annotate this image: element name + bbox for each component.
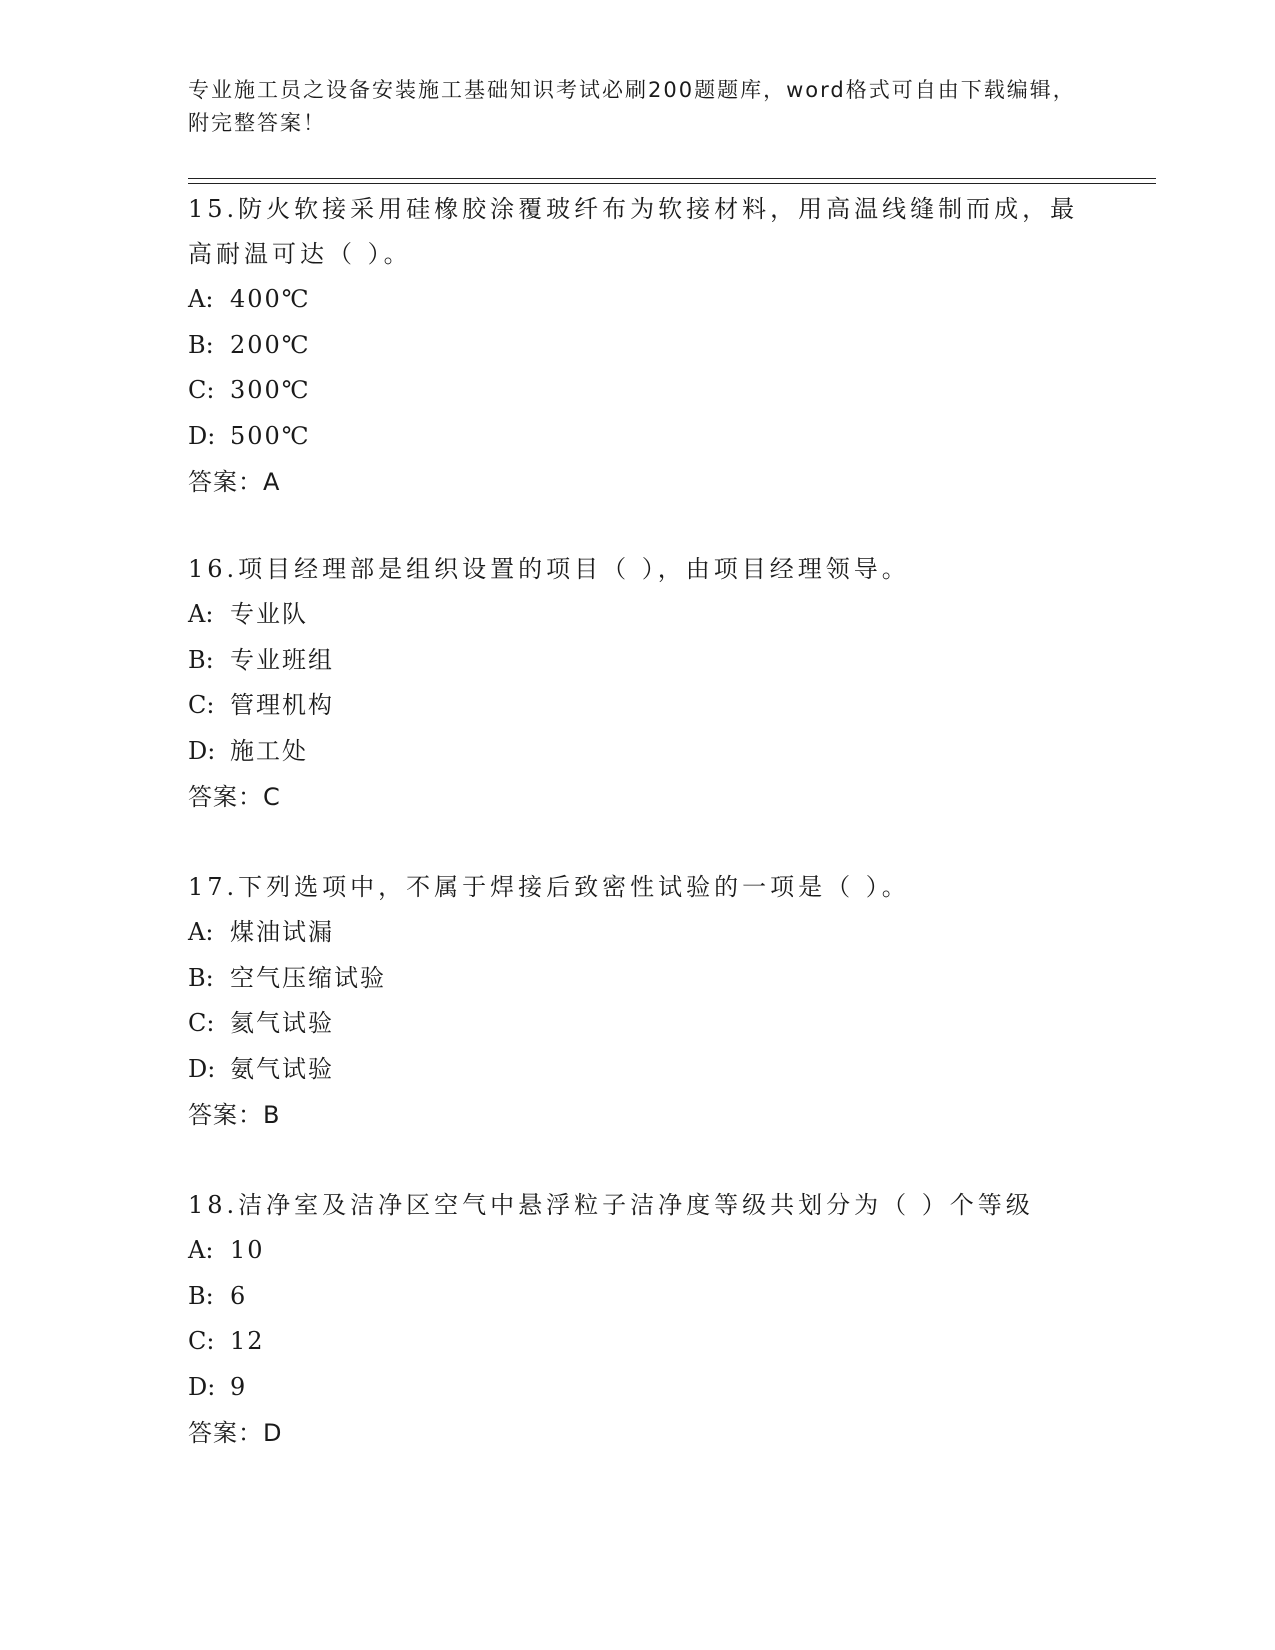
option-d <box>188 414 1088 460</box>
question-stem: 15.防火软接采用硅橡胶涂覆玻纤布为软接材料，用高温线缝制而成，最高耐温可达（ ）。 <box>188 195 1079 268</box>
option-key: B: <box>188 963 214 992</box>
option-d <box>188 729 1088 775</box>
option-d <box>188 1365 1088 1411</box>
option-b <box>188 1274 1088 1320</box>
option-b <box>188 638 1088 684</box>
option-text: 6 <box>230 1281 248 1310</box>
option-key: C: <box>188 1327 215 1355</box>
option-c <box>188 1001 1088 1047</box>
option-key: A: <box>188 1236 214 1264</box>
answer: 答案：B <box>188 1101 281 1129</box>
option-text: 氦气试验 <box>230 1009 334 1037</box>
option-a <box>188 910 1088 956</box>
answer: 答案：D <box>188 1419 283 1447</box>
option-text: 煤油试漏 <box>230 918 334 946</box>
option-key: A: <box>188 918 214 946</box>
option-key: C: <box>188 376 215 404</box>
option-key: D: <box>188 421 216 450</box>
option-key: A: <box>188 600 214 628</box>
option-text: 12 <box>230 1327 265 1355</box>
header-divider-bottom <box>188 183 1156 184</box>
question-15 <box>188 187 1088 505</box>
answer: 答案：A <box>188 468 281 496</box>
option-d <box>188 1047 1088 1093</box>
option-text: 400℃ <box>230 285 311 313</box>
document-header: 专业施工员之设备安装施工基础知识考试必刷200题题库，word格式可自由下载编辑，附完整答案！ <box>188 78 1076 135</box>
option-text: 200℃ <box>230 330 311 359</box>
option-text: 专业班组 <box>230 645 334 674</box>
option-b <box>188 956 1088 1002</box>
question-stem: 17.下列选项中，不属于焊接后致密性试验的一项是（ ）。 <box>188 873 910 901</box>
option-key: D: <box>188 1372 216 1401</box>
option-b <box>188 323 1088 369</box>
option-c <box>188 1319 1088 1365</box>
header-divider-top <box>188 178 1156 179</box>
question-stem: 18.洁净室及洁净区空气中悬浮粒子洁净度等级共划分为（ ）个等级 <box>188 1191 1034 1219</box>
option-c <box>188 368 1088 414</box>
option-key: A: <box>188 285 214 313</box>
question-16 <box>188 547 1088 820</box>
option-key: C: <box>188 691 215 719</box>
option-text: 专业队 <box>230 600 308 628</box>
option-text: 施工处 <box>230 736 308 765</box>
option-text: 500℃ <box>230 421 311 450</box>
option-key: B: <box>188 1281 214 1310</box>
option-key: D: <box>188 1054 216 1083</box>
option-c <box>188 683 1088 729</box>
option-text: 氨气试验 <box>230 1054 334 1083</box>
question-18 <box>188 1183 1088 1456</box>
option-text: 10 <box>230 1236 265 1264</box>
option-key: B: <box>188 330 214 359</box>
option-a <box>188 1228 1088 1274</box>
option-text: 空气压缩试验 <box>230 963 386 992</box>
option-key: D: <box>188 736 216 765</box>
question-17 <box>188 865 1088 1138</box>
option-text: 管理机构 <box>230 691 334 719</box>
option-a <box>188 592 1088 638</box>
option-text: 9 <box>230 1372 248 1401</box>
question-stem: 16.项目经理部是组织设置的项目（ ），由项目经理领导。 <box>188 555 910 583</box>
option-a <box>188 277 1088 323</box>
option-text: 300℃ <box>230 376 311 404</box>
option-key: B: <box>188 645 214 674</box>
answer: 答案：C <box>188 783 281 811</box>
option-key: C: <box>188 1009 215 1037</box>
